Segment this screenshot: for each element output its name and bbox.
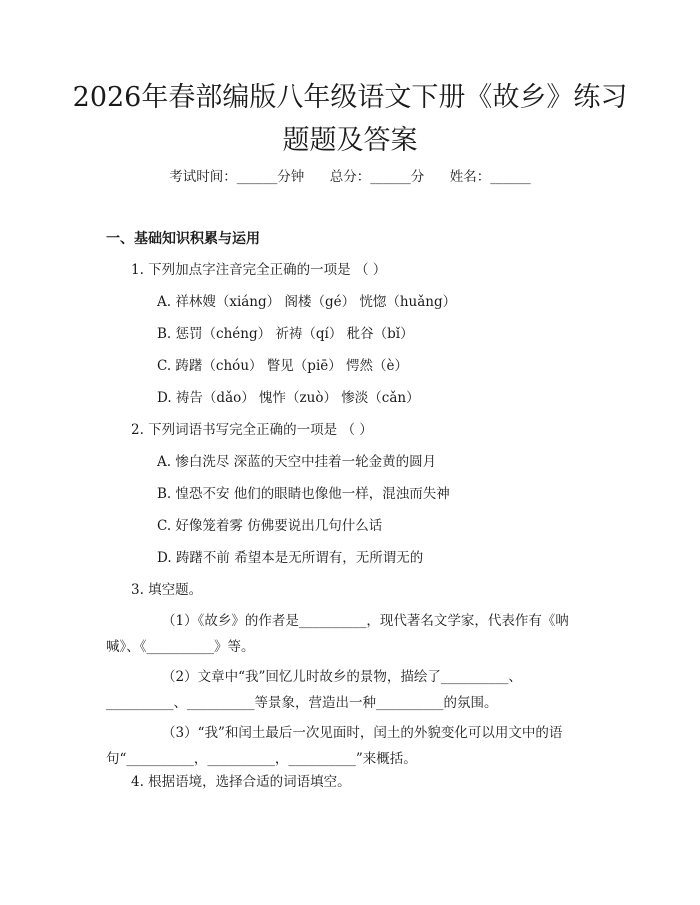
q2-option-c: C. 好像笼着雾 仿佛要说出几句什么话 xyxy=(157,518,383,534)
q1-option-b: B. 惩罚（chéng） 祈祷（qí） 秕谷（bǐ） xyxy=(157,326,414,342)
q3-item-3: （3）“我”和闰土最后一次见面时，闰土的外貌变化可以用文中的语句“__________，__________，__________”来概括。 xyxy=(106,725,563,767)
section-heading: 一、基础知识积累与运用 xyxy=(106,231,260,247)
page-title: 2026年春部编版八年级语文下册《故乡》练习题题及答案 xyxy=(72,82,628,156)
q3-item-2: （2）文章中“我”回忆儿时故乡的景物，描绘了__________、__________、__________等景象，营造出一种__________的氛围。 xyxy=(106,669,522,711)
q1-option-d: D. 祷告（dǎo） 愧怍（zuò） 惨淡（cǎn） xyxy=(157,390,420,406)
total-score: 总分：______分 xyxy=(329,169,425,185)
student-name: 姓名：______ xyxy=(449,169,531,185)
q1-option-c: C. 踌躇（chóu） 瞥见（piē） 愕然（è） xyxy=(157,358,409,374)
exam-time: 考试时间：______分钟 xyxy=(169,169,305,185)
question-3: 3. 填空题。 xyxy=(131,582,203,598)
question-2: 2. 下列词语书写完全正确的一项是 （ ） xyxy=(131,422,373,438)
q1-option-a: A. 祥林嫂（xiáng） 阁楼（gé） 恍惚（huǎng） xyxy=(157,294,457,310)
question-4: 4. 根据语境，选择合适的词语填空。 xyxy=(131,774,351,790)
q2-option-a: A. 惨白洗尽 深蓝的天空中挂着一轮金黄的圆月 xyxy=(157,454,437,470)
q3-item-1: （1）《故乡》的作者是__________，现代著名文学家，代表作有《呐喊》、《__________》等。 xyxy=(106,613,569,655)
exam-meta xyxy=(0,167,700,187)
q2-option-d: D. 踌躇不前 希望本是无所谓有，无所谓无的 xyxy=(157,550,424,566)
question-1: 1. 下列加点字注音完全正确的一项是 （ ） xyxy=(131,262,387,278)
q2-option-b: B. 惶恐不安 他们的眼睛也像他一样，混浊而失神 xyxy=(157,486,450,502)
